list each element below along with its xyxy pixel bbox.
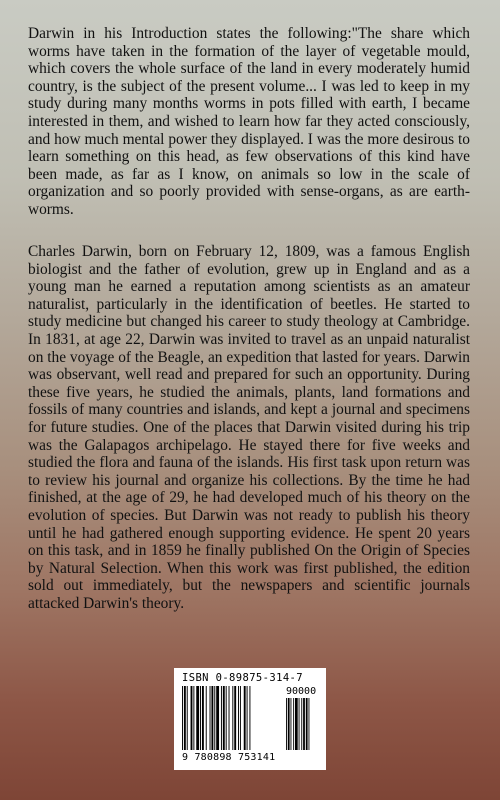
barcode-bar <box>187 686 188 750</box>
barcode-bar <box>223 686 225 750</box>
addon-bar <box>288 698 290 750</box>
barcode-bar <box>232 686 233 750</box>
addon-bar <box>299 698 300 750</box>
barcode-bar <box>249 686 250 750</box>
addon-bar <box>293 698 294 750</box>
addon-bar <box>309 698 310 750</box>
barcode-bar <box>244 686 246 750</box>
barcode-bar <box>182 686 183 750</box>
barcode-bar <box>240 686 241 750</box>
price-addon-bars <box>286 698 318 750</box>
barcode-bar <box>234 686 236 750</box>
barcode-bar <box>211 686 213 750</box>
addon-bar <box>295 698 298 750</box>
intro-quote-paragraph: Darwin in his Introduction states the following:"The share which worms have taken in the formation of the layer of vegetable mould, which covers the whole surface of the land in every moderately humid country, is the subject of the present volume... I was led to keep in my study during many months worms in pots filled with earth, I became interested in them, and wished to learn how far they acted consciously, and how much mental power they displayed. I was the more desirous to learn something on this head, as few observations of this kind have been made, as far as I know, on animals so low in the scale of organization and so poorly provided with sense-organs, as are earth-worms. <box>28 25 470 218</box>
addon-bar <box>291 698 292 750</box>
price-code: 90000 <box>286 686 317 697</box>
barcode-bar <box>221 686 222 750</box>
barcode-bar <box>216 686 219 750</box>
isbn-number: ISBN 0-89875-314-7 <box>182 672 303 684</box>
barcode-bar <box>247 686 248 750</box>
barcode-bar <box>193 686 194 750</box>
darwin-biography-paragraph: Charles Darwin, born on February 12, 1809, was a famous English biologist and the father of evolution, grew up in England and as a young man he earned a reputation among scientists as an amateur naturalist, particularly in the identification of beetles. He started to study medicine but changed his career to study theology at Cambridge. In 1831, at age 22, Darwin was invited to travel as an unpaid naturalist on the voyage of the Beagle, an expedition that lasted for years. Darwin was observant, well read and prepared for such an opportunity. During these five years, he studied the animals, plants, land formations and fossils of many countries and islands, and kept a journal and specimens for future studies. One of the places that Darwin visited during his trip was the Galapagos archipelago. He stayed there for five weeks and studied the flora and fauna of the islands. His first task upon return was to review his journal and organize his collections. By the time he had finished, at the age of 29, he had developed much of his theory on the evolution of species. But Darwin was not ready to publish his theory until he had gathered enough supporting evidence. He spent 20 years on this task, and in 1859 he finally published On the Origin of Species by Natural Selection. When this work was first published, the edition sold out immediately, but the newspapers and scientific journals attacked Darwin's theory. <box>28 243 470 612</box>
barcode-bars-row <box>182 686 320 752</box>
barcode-bar <box>200 686 201 750</box>
barcode-bar <box>202 686 204 750</box>
ean-number: 9 780898 753141 <box>182 752 276 763</box>
ean-barcode-bars <box>182 686 282 750</box>
addon-bar <box>303 698 305 750</box>
addon-bar <box>301 698 302 750</box>
barcode-bar <box>184 686 186 750</box>
barcode-bar <box>206 686 207 750</box>
addon-bar <box>306 698 308 750</box>
barcode-bar <box>229 686 230 750</box>
barcode-bar <box>210 686 211 750</box>
barcode-bar <box>238 686 239 750</box>
addon-bar <box>286 698 287 750</box>
barcode-bar <box>214 686 215 750</box>
barcode-bar <box>226 686 227 750</box>
isbn-barcode <box>174 668 326 770</box>
barcode-bar <box>191 686 193 750</box>
barcode-bar <box>196 686 199 750</box>
